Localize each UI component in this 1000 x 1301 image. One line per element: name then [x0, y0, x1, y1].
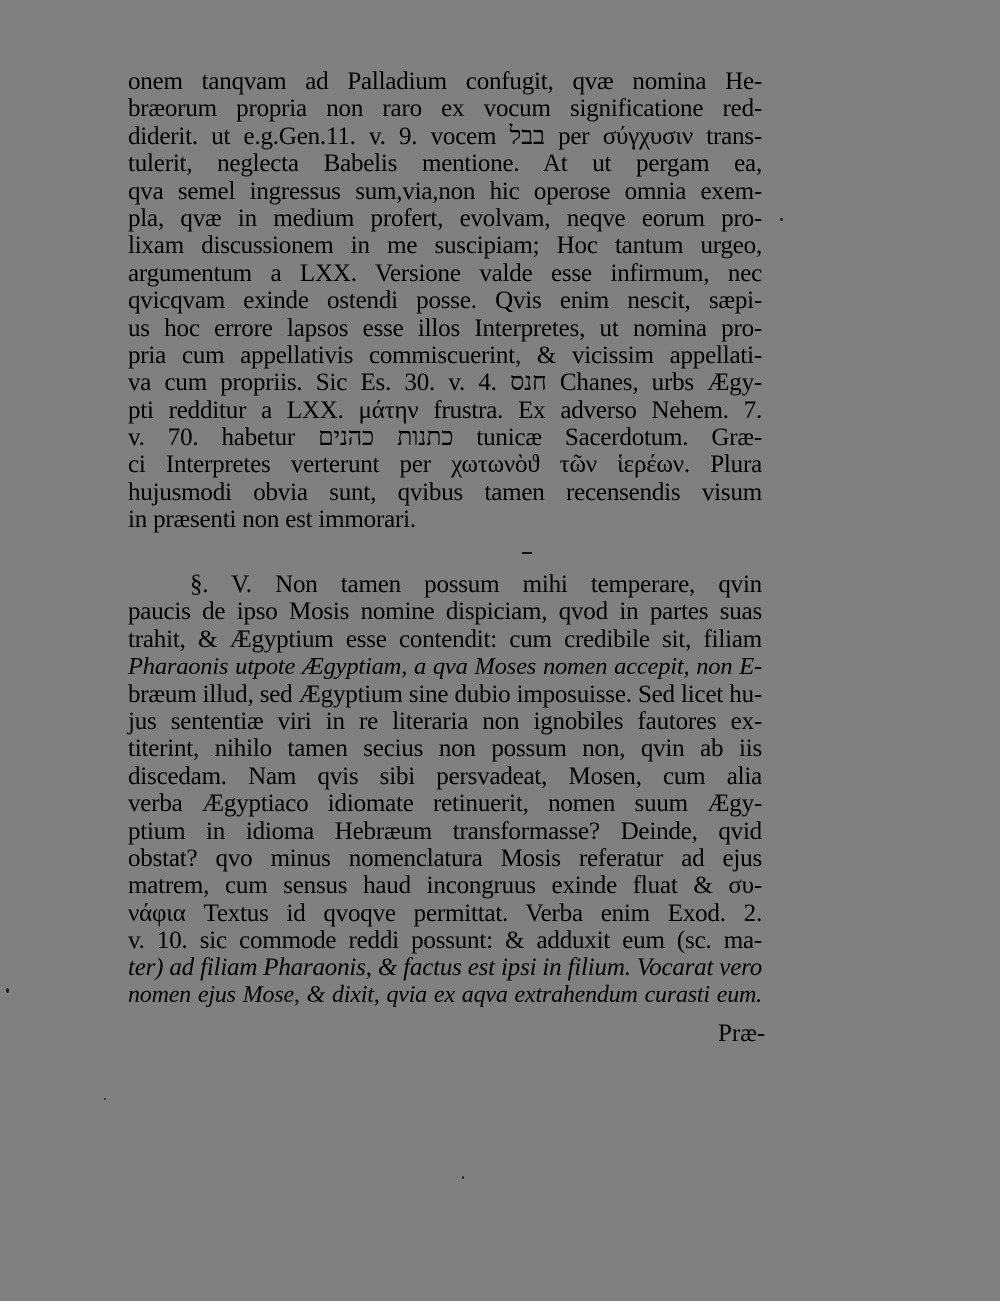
paper-speck — [462, 1176, 464, 1179]
paper-speck — [6, 988, 9, 993]
paragraph-2 — [128, 571, 762, 1009]
text-line: ci Interpretes verterunt per χωτωνὸϑ τῶν ἱερέων. Plura — [128, 451, 762, 479]
text-line: va cum propriis. Sic Es. 30. v. 4. חנס Chanes, urbs Ægy- — [128, 369, 762, 397]
text-line: pti redditur a LXX. μάτην frustra. Ex adverso Nehem. 7. — [128, 396, 762, 424]
text-line: Pharaonis utpote Ægyptiam, a qva Moses nomen accepit, non E- — [128, 653, 762, 681]
text-line: lixam discussionem in me suscipiam; Hoc tantum urgeo, — [128, 232, 762, 260]
separator-mark — [522, 552, 532, 554]
text-line: qvicqvam exinde ostendi posse. Qvis enim nescit, sæpi- — [128, 287, 762, 315]
text-line: jus sententiæ viri in re literaria non ignobiles fautores ex- — [128, 707, 762, 735]
text-line: v. 70. habetur כתנות כהנים tunicæ Sacerdotum. Græ- — [128, 424, 762, 452]
text-line: obstat? qvo minus nomenclatura Mosis referatur ad ejus — [128, 844, 762, 872]
text-line: bræum illud, sed Ægyptium sine dubio imposuisse. Sed licet hu- — [128, 680, 762, 708]
text-line: diderit. ut e.g.Gen.11. v. 9. vocem בבל per σύγχυσιν trans- — [128, 122, 762, 150]
text-line: v. 10. sic commode reddi possunt: & adduxit eum (sc. ma- — [128, 927, 762, 955]
text-line: verba Ægyptiaco idiomate retinuerit, nomen suum Ægy- — [128, 790, 762, 818]
text-line: discedam. Nam qvis sibi persvadeat, Mosen, cum alia — [128, 762, 762, 790]
text-line: bræorum propria non raro ex vocum significatione red- — [128, 95, 762, 123]
text-line: νάφια Textus id qvoqve permittat. Verba enim Exod. 2. — [128, 899, 762, 927]
text-line: qva semel ingressus sum,via,non hic operose omnia exem- — [128, 177, 762, 205]
text-line: titerint, nihilo tamen secius non possum non, qvin ab iis — [128, 735, 762, 763]
text-line: onem tanqvam ad Palladium confugit, qvæ nomina He- — [128, 68, 762, 95]
paper-speck — [780, 218, 783, 221]
text-line: us hoc errore lapsos esse illos Interpretes, ut nomina pro- — [128, 314, 762, 342]
paper-speck — [104, 1098, 106, 1100]
text-line: pla, qvæ in medium profert, evolvam, neqve eorum pro- — [128, 204, 762, 232]
paragraph-1 — [128, 68, 762, 534]
text-line: matrem, cum sensus haud incongruus exinde fluat & συ- — [128, 872, 762, 900]
text-line: argumentum a LXX. Versione valde esse infirmum, nec — [128, 259, 762, 287]
catchword: Præ- — [718, 1020, 766, 1047]
text-line: in præsenti non est immorari. — [128, 506, 416, 534]
text-line: trahit, & Ægyptium esse contendit: cum credibile sit, filiam — [128, 625, 762, 653]
text-line: nomen ejus Mose, & dixit, qvia ex aqva extrahendum curasti eum. — [128, 981, 762, 1008]
section-heading-line: §. V. Non tamen possum mihi temperare, qvin — [190, 571, 762, 598]
text-line: pria cum appellativis commiscuerint, & vicissim appellati- — [128, 341, 762, 369]
text-line: ter) ad filiam Pharaonis, & factus est ipsi in filium. Vocarat vero — [128, 954, 762, 982]
text-line: ptium in idioma Hebræum transformasse? Deinde, qvid — [128, 817, 762, 845]
text-line: tulerit, neglecta Babelis mentione. At ut pergam ea, — [128, 150, 762, 178]
text-line: paucis de ipso Mosis nomine dispiciam, qvod in partes suas — [128, 598, 762, 626]
text-line: hujusmodi obvia sunt, qvibus tamen recensendis visum — [128, 478, 762, 506]
